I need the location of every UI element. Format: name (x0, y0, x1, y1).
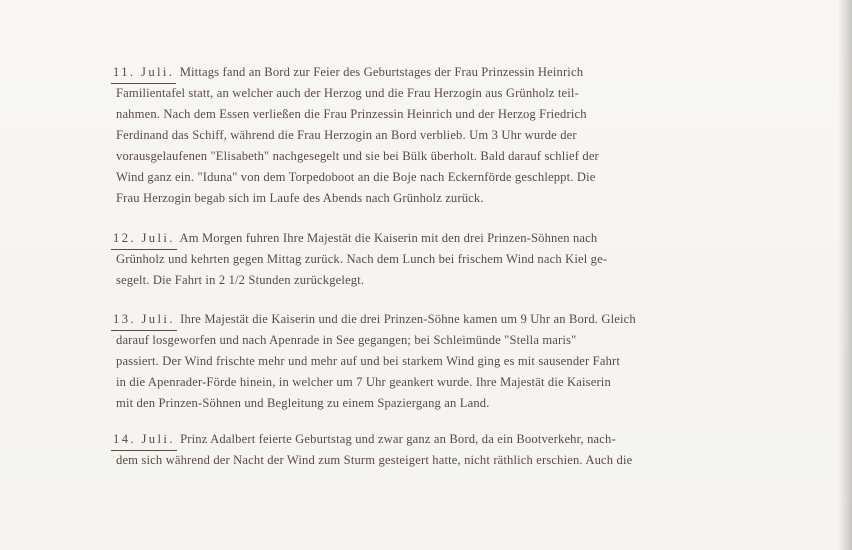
entry-line: dem sich während der Nacht der Wind zum Sturm gesteigert hatte, nicht räthlich erschien. Auch die (116, 453, 633, 467)
entry-line: Grünholz und kehrten gegen Mittag zurück. Nach dem Lunch bei frischem Wind nach Kiel ge- (116, 252, 608, 266)
entry-line: in die Apenrader-Förde hinein, in welcher um 7 Uhr geankert wurde. Ihre Majestät die Kaiserin (116, 375, 611, 389)
entry-line: vorausgelaufenen "Elisabeth" nachgesegelt und sie bei Bülk überholt. Bald darauf schlief der (116, 149, 599, 163)
entry-text: Prinz Adalbert feierte Geburtstag und zwar ganz an Bord, da ein Bootverkehr, nach- (180, 432, 616, 446)
entry-line: mit den Prinzen-Söhnen und Begleitung zu einem Spaziergang an Land. (116, 396, 490, 410)
entry-line: darauf losgeworfen und nach Apenrade in See gegangen; bei Schleimünde "Stella maris" (116, 333, 577, 347)
page-edge-shadow (838, 0, 852, 550)
entry-line: nahmen. Nach dem Essen verließen die Frau Prinzessin Heinrich und der Herzog Friedrich (116, 107, 587, 121)
entry-line: Ferdinand das Schiff, während die Frau Herzogin an Bord verblieb. Um 3 Uhr wurde der (116, 128, 577, 142)
entry-line: segelt. Die Fahrt in 2 1/2 Stunden zurückgelegt. (116, 273, 365, 287)
entry-line (113, 230, 598, 246)
entry-line: Frau Herzogin begab sich im Laufe des Abends nach Grünholz zurück. (116, 191, 484, 205)
entry-text: Ihre Majestät die Kaiserin und die drei Prinzen-Söhne kamen um 9 Uhr an Bord. Gleich (180, 312, 636, 326)
entry-date: 13. Juli. (113, 312, 175, 326)
entry-line (113, 311, 636, 327)
entry-line: Familientafel statt, an welcher auch der Herzog und die Frau Herzogin aus Grünholz teil- (116, 86, 579, 100)
entry-text: Am Morgen fuhren Ihre Majestät die Kaiserin mit den drei Prinzen-Söhnen nach (179, 231, 598, 245)
entry-date: 14. Juli. (113, 432, 175, 446)
entry-line (113, 64, 584, 80)
entry-line (113, 431, 616, 447)
entry-line: Wind ganz ein. "Iduna" von dem Torpedoboot an die Boje nach Eckernförde geschleppt. Die (116, 170, 596, 184)
entry-date: 11. Juli. (113, 65, 175, 79)
entry-date: 12. Juli. (113, 231, 175, 245)
entry-line: passiert. Der Wind frischte mehr und mehr auf und bei starkem Wind ging es mit sausender Fahrt (116, 354, 621, 368)
entry-text: Mittags fand an Bord zur Feier des Geburtstages der Frau Prinzessin Heinrich (179, 65, 584, 79)
